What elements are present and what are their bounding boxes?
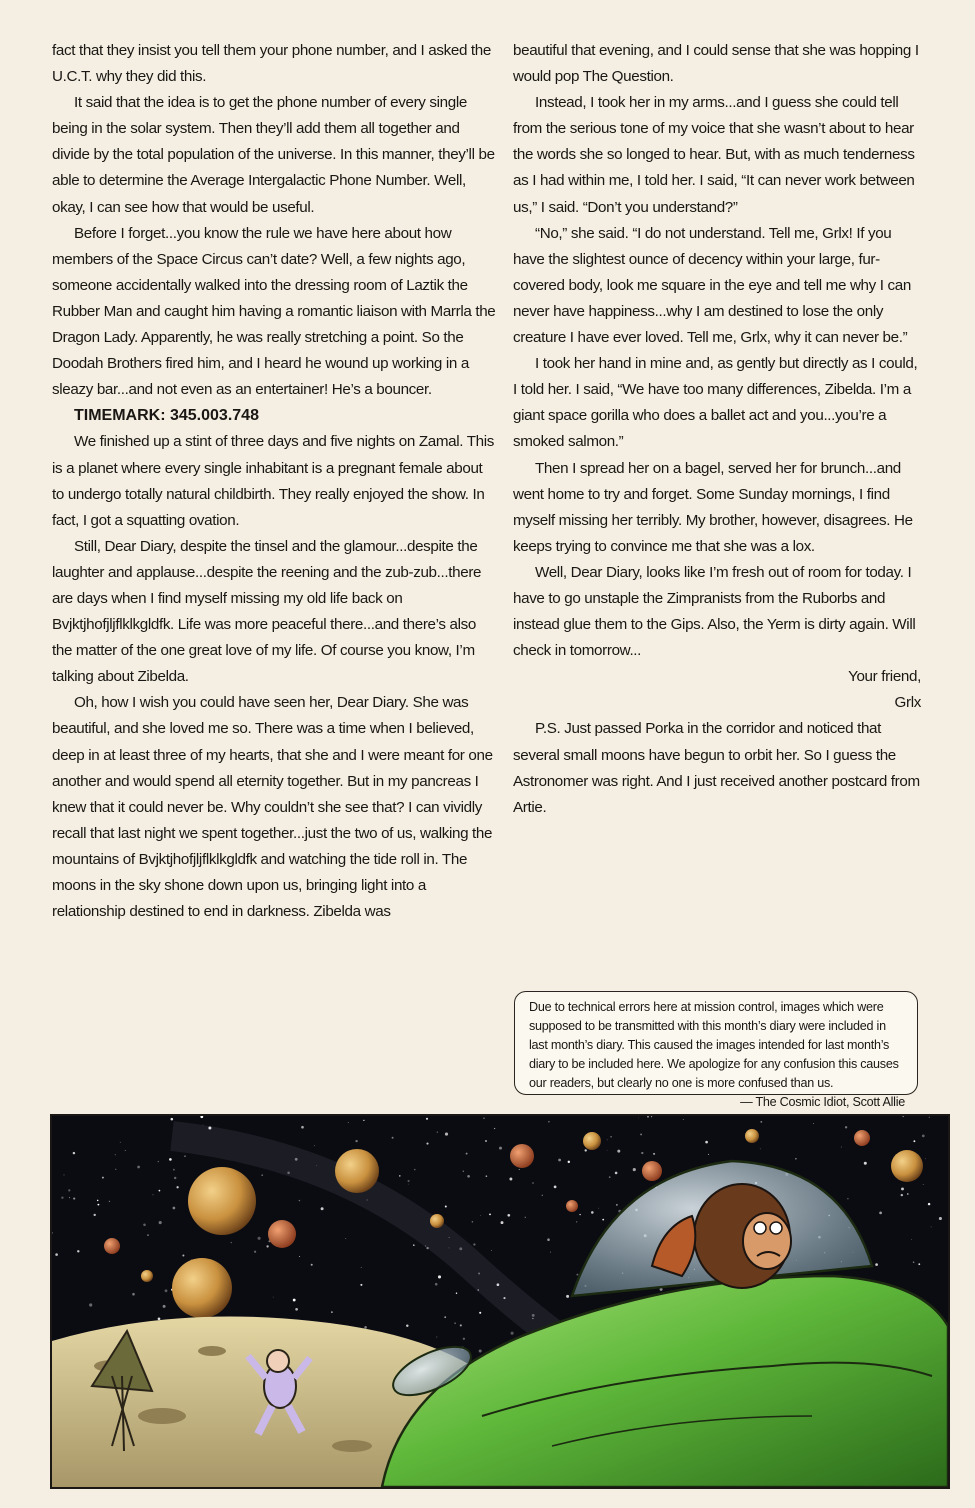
star	[607, 1139, 608, 1140]
star	[489, 1213, 491, 1215]
star	[901, 1187, 904, 1190]
space-illustration	[50, 1114, 950, 1489]
star	[94, 1214, 96, 1216]
small-planet	[268, 1220, 296, 1248]
star	[501, 1221, 504, 1224]
star	[299, 1200, 300, 1201]
star	[617, 1150, 620, 1153]
star	[89, 1303, 92, 1306]
star	[651, 1116, 652, 1117]
star	[171, 1118, 174, 1121]
star	[173, 1207, 176, 1210]
star	[69, 1197, 70, 1198]
star	[907, 1193, 909, 1195]
star	[295, 1308, 298, 1311]
star	[491, 1250, 492, 1251]
star	[641, 1152, 643, 1154]
star	[602, 1219, 604, 1221]
star	[760, 1121, 762, 1123]
editor-note-credit: — The Cosmic Idiot, Scott Allie	[740, 1094, 905, 1109]
star	[480, 1215, 481, 1216]
star	[929, 1117, 930, 1118]
star	[472, 1221, 474, 1223]
star	[579, 1214, 580, 1215]
closing: Your friend,	[848, 668, 921, 686]
paragraph: “No,” she said. “I do not understand. Tell me, Grlx! If you have the slightest ounce of decency within your large, fur-covered body, look me square in the eye and tell me why I can never have happiness...why I am destined to lose the only creature I have ever loved. Tell me, Grlx, why it can never be.”	[513, 224, 911, 347]
paragraph: fact that they insist you tell them your phone number, and I asked the U.C.T. why they did this.	[52, 42, 491, 86]
star	[392, 1137, 394, 1139]
small-planet	[583, 1132, 601, 1150]
small-planet	[854, 1130, 870, 1146]
star	[576, 1274, 578, 1276]
star	[360, 1284, 362, 1286]
star	[426, 1118, 428, 1120]
star	[918, 1263, 920, 1265]
star	[435, 1283, 438, 1286]
star	[159, 1221, 162, 1224]
small-planet	[566, 1200, 578, 1212]
small-planet	[141, 1270, 153, 1282]
star	[486, 1175, 488, 1177]
star	[913, 1140, 915, 1142]
star	[911, 1239, 912, 1240]
star	[408, 1184, 409, 1185]
star	[426, 1143, 428, 1145]
star	[120, 1142, 121, 1143]
timemark-heading: TIMEMARK: 345.003.748	[74, 407, 259, 425]
star	[598, 1208, 599, 1209]
star	[321, 1207, 324, 1210]
star	[273, 1297, 274, 1298]
star	[519, 1169, 520, 1170]
postscript: P.S. Just passed Porka in the corridor and noticed that several small moons have begun to orbit her. So I guess the Astronomer was right. And I just received another postcard from Artie.	[513, 720, 920, 816]
crater	[332, 1440, 372, 1452]
star	[299, 1256, 300, 1257]
star	[566, 1295, 569, 1298]
star	[875, 1263, 878, 1266]
star	[683, 1119, 684, 1120]
star	[348, 1122, 349, 1123]
paragraph: Before I forget...you know the rule we have here about how members of the Space Circus can’t date? Well, a few nights ago, someone accidentally walked into the dressing room of Laztik the Rubber Man and caught him having a romantic liaison with Marrla the Dragon Lady. Apparently, he was really stretching a point. So the Doodah Brothers fired him, and I heard he wound up working in a sleazy bar...and not even as an entertainer! He’s a bouncer.	[52, 224, 496, 399]
star	[485, 1140, 487, 1142]
star	[760, 1148, 761, 1149]
planet	[335, 1149, 379, 1193]
star	[115, 1154, 116, 1155]
star	[97, 1200, 99, 1202]
paragraph: We finished up a stint of three days and five nights on Zamal. This is a planet where every single inhabitant is a pregnant female about to undergo totally natural childbirth. They really enjoyed the show. In fact, I got a squatting ovation.	[52, 433, 495, 529]
star	[795, 1158, 797, 1160]
star	[143, 1224, 146, 1227]
crater	[138, 1408, 186, 1424]
star	[165, 1289, 168, 1292]
star	[361, 1267, 362, 1268]
paragraph: It said that the idea is to get the phone number of every single being in the solar system. Then they’ll add them all together and divide by the total population of the universe. In this manner, they’ll be able to determine the Average Intergalactic Phone Number. Well, okay, I can see how that would be useful.	[52, 94, 495, 216]
star	[610, 1136, 612, 1138]
small-planet	[104, 1238, 120, 1254]
star	[879, 1212, 882, 1215]
star	[925, 1158, 926, 1159]
paragraph: Then I spread her on a bagel, served her for brunch...and went home to try and forget. Some Sunday mornings, I find myself missing her terribly. My brother, however, disagrees. He keeps trying to convince me that she was a lox.	[513, 459, 913, 555]
star	[466, 1153, 468, 1155]
star	[413, 1244, 415, 1246]
star	[258, 1237, 261, 1240]
star	[463, 1338, 465, 1340]
star	[147, 1234, 149, 1236]
star	[864, 1162, 867, 1165]
star	[399, 1175, 400, 1176]
star	[456, 1293, 457, 1294]
star	[507, 1214, 510, 1217]
star	[913, 1261, 914, 1262]
star	[408, 1180, 410, 1182]
star	[182, 1255, 184, 1257]
star	[483, 1118, 484, 1119]
star	[585, 1149, 587, 1151]
paragraph: Still, Dear Diary, despite the tinsel and the glamour...despite the laughter and applause...despite the reening and the zub-zub...there are days when I find myself missing my old life back on Bvjktjhofjljflklkgldfk. Life was more peaceful there...and there’s also the matter of the one great love of my life. Of course you know, I’m talking about Zibelda.	[52, 537, 482, 686]
right-text-column	[513, 38, 921, 821]
editor-note-text: Due to technical errors here at mission control, images which were supposed to be transmitted with this month’s diary were included in last month’s diary. This caused the images intended for last month’s diary to be included here. We apologize for any confusion this causes our readers, but clearly no one is more confused than us.	[529, 1000, 899, 1090]
star	[254, 1251, 256, 1253]
star	[331, 1311, 333, 1313]
star	[355, 1140, 357, 1142]
star	[494, 1128, 495, 1129]
star	[509, 1178, 512, 1181]
star	[931, 1227, 932, 1228]
paragraph: Oh, how I wish you could have seen her, Dear Diary. She was beautiful, and she loved me so. There was a time when I believed, deep in at least three of my hearts, that she and I were meant for one another and would spend all eternity together. But in my pancreas I knew that it could never be. Why couldn’t she see that? I can vividly recall that last night we spent together...just the two of us, walking the mountains of Bvjktjhofjljflklkgldfk and watching the tide roll in. The moons in the sky shone down upon us, bringing light into a relationship destined to end in darkness. Zibelda was	[52, 694, 493, 921]
signature: Grlx	[894, 694, 921, 712]
star	[406, 1325, 408, 1327]
small-planet	[430, 1214, 444, 1228]
star	[231, 1242, 232, 1243]
star	[901, 1194, 903, 1196]
star	[454, 1322, 456, 1324]
star	[73, 1198, 75, 1200]
star	[364, 1326, 367, 1329]
star	[445, 1133, 448, 1136]
star	[314, 1145, 315, 1146]
star	[591, 1211, 594, 1214]
star	[61, 1196, 63, 1198]
star	[64, 1174, 65, 1175]
star	[609, 1176, 611, 1178]
star	[479, 1350, 482, 1353]
star	[266, 1245, 268, 1247]
star	[499, 1147, 502, 1150]
star	[479, 1312, 481, 1314]
star	[922, 1135, 925, 1138]
large-planet	[188, 1167, 256, 1235]
star	[548, 1121, 549, 1122]
star	[173, 1169, 175, 1171]
star	[311, 1264, 313, 1266]
paragraph: beautiful that evening, and I could sense that she was hopping I would pop The Question.	[513, 42, 919, 86]
editor-note-box	[514, 991, 918, 1109]
star	[159, 1190, 161, 1192]
star	[102, 1177, 104, 1179]
star	[841, 1147, 842, 1148]
space-scene-svg	[52, 1116, 948, 1487]
star	[301, 1126, 304, 1129]
star	[158, 1161, 159, 1162]
small-planet	[642, 1161, 662, 1181]
star	[73, 1152, 75, 1154]
star	[125, 1150, 126, 1151]
star	[77, 1250, 79, 1252]
star	[55, 1253, 58, 1256]
star	[345, 1238, 346, 1239]
star	[137, 1166, 140, 1169]
star	[115, 1169, 116, 1170]
star	[638, 1118, 639, 1119]
star	[68, 1189, 70, 1191]
star	[653, 1153, 655, 1155]
star	[169, 1158, 172, 1161]
star	[558, 1159, 561, 1162]
star	[436, 1336, 437, 1337]
planet	[891, 1150, 923, 1182]
star	[153, 1194, 154, 1195]
star	[939, 1217, 942, 1220]
star	[174, 1177, 176, 1179]
star	[261, 1174, 263, 1176]
star	[163, 1305, 166, 1308]
star	[460, 1324, 462, 1326]
star	[615, 1172, 618, 1175]
star	[473, 1243, 475, 1245]
star	[542, 1195, 543, 1196]
star	[550, 1252, 551, 1253]
star	[444, 1316, 446, 1318]
star	[705, 1141, 708, 1144]
star	[845, 1126, 847, 1128]
star	[813, 1123, 814, 1124]
star	[568, 1161, 570, 1163]
star	[928, 1203, 930, 1205]
star	[847, 1198, 848, 1199]
star	[547, 1238, 550, 1241]
star	[463, 1171, 464, 1172]
star	[923, 1184, 924, 1185]
star	[176, 1186, 178, 1188]
star	[640, 1133, 642, 1135]
star	[607, 1150, 608, 1151]
paragraph: Well, Dear Diary, looks like I’m fresh out of room for today. I have to go unstaple the Zimpranists from the Ruborbs and instead glue them to the Gips. Also, the Yerm is dirty again. Will check in tomorrow...	[513, 563, 916, 660]
star	[532, 1182, 534, 1184]
star	[445, 1206, 447, 1208]
star	[437, 1132, 438, 1133]
star	[511, 1332, 514, 1335]
star	[158, 1317, 161, 1320]
star	[467, 1175, 470, 1178]
star	[633, 1168, 636, 1171]
star	[616, 1204, 617, 1205]
planet	[172, 1258, 232, 1318]
paragraph: I took her hand in mine and, as gently but directly as I could, I told her. I said, “We have too many differences, Zibelda. I’m a giant space gorilla who does a ballet act and you...you’re a smoked salmon.”	[513, 355, 918, 451]
left-text-column	[52, 38, 498, 925]
star	[525, 1217, 526, 1218]
star	[132, 1293, 135, 1296]
star	[184, 1156, 185, 1157]
small-planet	[745, 1129, 759, 1143]
star	[554, 1186, 557, 1189]
star	[97, 1204, 99, 1206]
star	[576, 1221, 577, 1222]
star	[363, 1120, 364, 1121]
star	[438, 1275, 441, 1278]
paragraph: Instead, I took her in my arms...and I guess she could tell from the serious tone of my voice that she wasn’t about to hear the words she so longed to hear. But, with as much tenderness as I had within me, I told her. I said, “It can never work between us,” I said. “Don’t you understand?”	[513, 94, 915, 216]
star	[293, 1299, 296, 1302]
small-planet	[510, 1144, 534, 1168]
star	[109, 1201, 110, 1202]
star	[414, 1169, 416, 1171]
star	[708, 1154, 709, 1155]
crater	[198, 1346, 226, 1356]
